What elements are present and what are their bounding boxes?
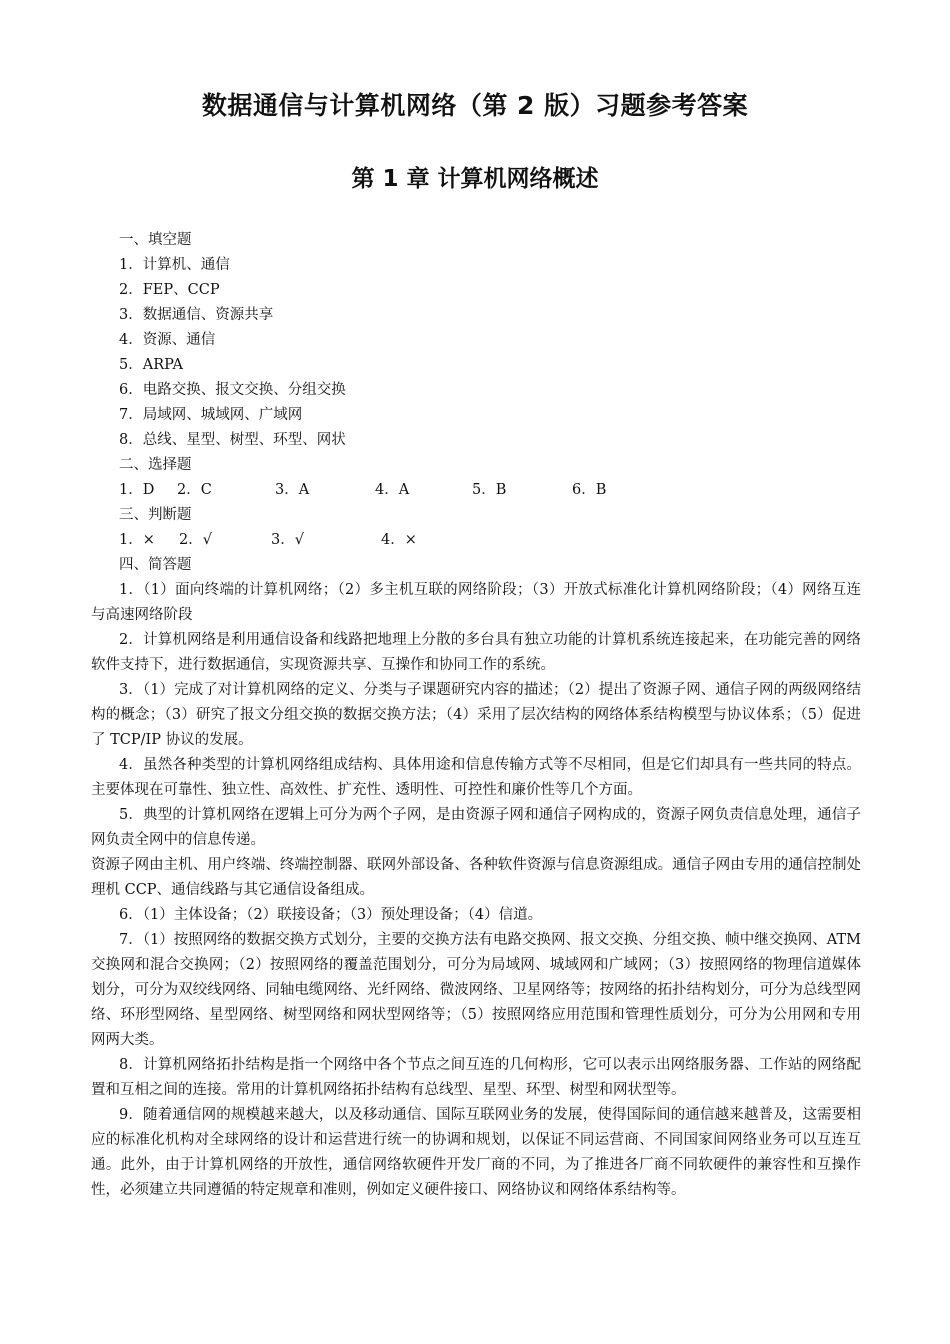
short-answer-paragraph: 3．（1）完成了对计算机网络的定义、分类与子课题研究内容的描述；（2）提出了资源子网、通信子网的两级网络结构的概念；（3）研究了报文分组交换的数据交换方法；（4）采用了层次结构的网络体系结构模型与协议体系；（5）促进了 TCP/IP 协议的发展。: [91, 682, 861, 748]
judge-answer: 3．√: [271, 532, 304, 548]
short-answer-paragraph: 8．计算机网络拓扑结构是指一个网络中各个节点之间互连的几何构形，它可以表示出网络服务器、工作站的网络配置和互相之间的连接。常用的计算机网络拓扑结构有总线型、星型、环型、树型和网状型等。: [91, 1057, 861, 1098]
short-answer-paragraph: 6．（1）主体设备；（2）联接设备；（3）预处理设备；（4）信道。: [119, 907, 543, 923]
fill-blank-item: 4．资源、通信: [119, 332, 216, 348]
choice-answer-row: [91, 478, 861, 503]
short-answer-paragraph: 4．虽然各种类型的计算机网络组成结构、具体用途和信息传输方式等不尽相同，但是它们却具有一些共同的特点。主要体现在可靠性、独立性、高效性、扩充性、透明性、可控性和廉价性等几个方面。: [91, 757, 861, 798]
choice-answer: 2．C: [177, 482, 212, 498]
fill-blank-item: 5．ARPA: [119, 357, 184, 373]
section-heading-choice: 二、选择题: [119, 457, 192, 473]
short-answer-paragraph: 2．计算机网络是利用通信设备和线路把地理上分散的多台具有独立功能的计算机系统连接起来，在功能完善的网络软件支持下，进行数据通信，实现资源共享、互操作和协同工作的系统。: [91, 632, 861, 673]
short-answer-paragraph: 资源子网由主机、用户终端、终端控制器、联网外部设备、各种软件资源与信息资源组成。通信子网由专用的通信控制处理机 CCP、通信线路与其它通信设备组成。: [91, 857, 861, 898]
short-answer-paragraph: 1．（1）面向终端的计算机网络；（2）多主机互联的网络阶段；（3）开放式标准化计算机网络阶段；（4）网络互连与高速网络阶段: [91, 582, 861, 623]
fill-blank-item: 7．局域网、城域网、广域网: [119, 407, 303, 423]
fill-blank-item: 8．总线、星型、树型、环型、网状: [119, 432, 346, 448]
judge-answer-row: [91, 528, 861, 553]
short-answer-paragraph: 9．随着通信网的规模越来越大，以及移动通信、国际互联网业务的发展，使得国际间的通信越来越普及，这需要相应的标准化机构对全球网络的设计和运营进行统一的协调和规划，以保证不同运营商、不同国家间网络业务可以互连互通。此外，由于计算机网络的开放性，通信网络软硬件开发厂商的不同，为了推进各厂商不同软硬件的兼容性和互操作性，必须建立共同遵循的特定规章和准则，例如定义硬件接口、网络协议和网络体系结构等。: [91, 1107, 861, 1198]
section-heading-fill-blank: 一、填空题: [119, 232, 192, 248]
document-title: 数据通信与计算机网络（第 2 版）习题参考答案: [201, 91, 749, 120]
section-heading-short-answer: 四、简答题: [119, 557, 192, 573]
short-answer-paragraph: 7．（1）按照网络的数据交换方式划分，主要的交换方法有电路交换网、报文交换、分组交换、帧中继交换网、ATM 交换网和混合交换网；（2）按照网络的覆盖范围划分，可分为局域网、城域网和广域网；（3）按照网络的物理信道媒体划分，可分为双绞线网络、同轴电缆网络、光纤网络、微波网络、卫星网络等；按网络的拓扑结构划分，可分为总线型网络、环形型网络、星型网络、树型网络和网状型网络等；（5）按照网络应用范围和管理性质划分，可分为公用网和专用网两大类。: [91, 932, 861, 1048]
answer-content: [91, 228, 861, 1203]
choice-answer: 3．A: [275, 482, 310, 498]
fill-blank-item: 6．电路交换、报文交换、分组交换: [119, 382, 346, 398]
chapter-title: 第 1 章 计算机网络概述: [351, 166, 599, 192]
fill-blank-item: 3．数据通信、资源共享: [119, 307, 274, 323]
choice-answer: 5．B: [472, 482, 507, 498]
fill-blank-item: 1．计算机、通信: [119, 257, 230, 273]
fill-blank-item: 2．FEP、CCP: [119, 282, 220, 298]
judge-answer: 1．×: [119, 532, 155, 548]
judge-answer: 2．√: [179, 532, 212, 548]
short-answer-paragraph: 5．典型的计算机网络在逻辑上可分为两个子网，是由资源子网和通信子网构成的，资源子网负责信息处理，通信子网负责全网中的信息传递。: [91, 807, 861, 848]
choice-answer: 6．B: [572, 482, 607, 498]
choice-answer: 4．A: [375, 482, 410, 498]
choice-answer: 1．D: [119, 482, 155, 498]
judge-answer: 4．×: [381, 532, 417, 548]
section-heading-judge: 三、判断题: [119, 507, 192, 523]
